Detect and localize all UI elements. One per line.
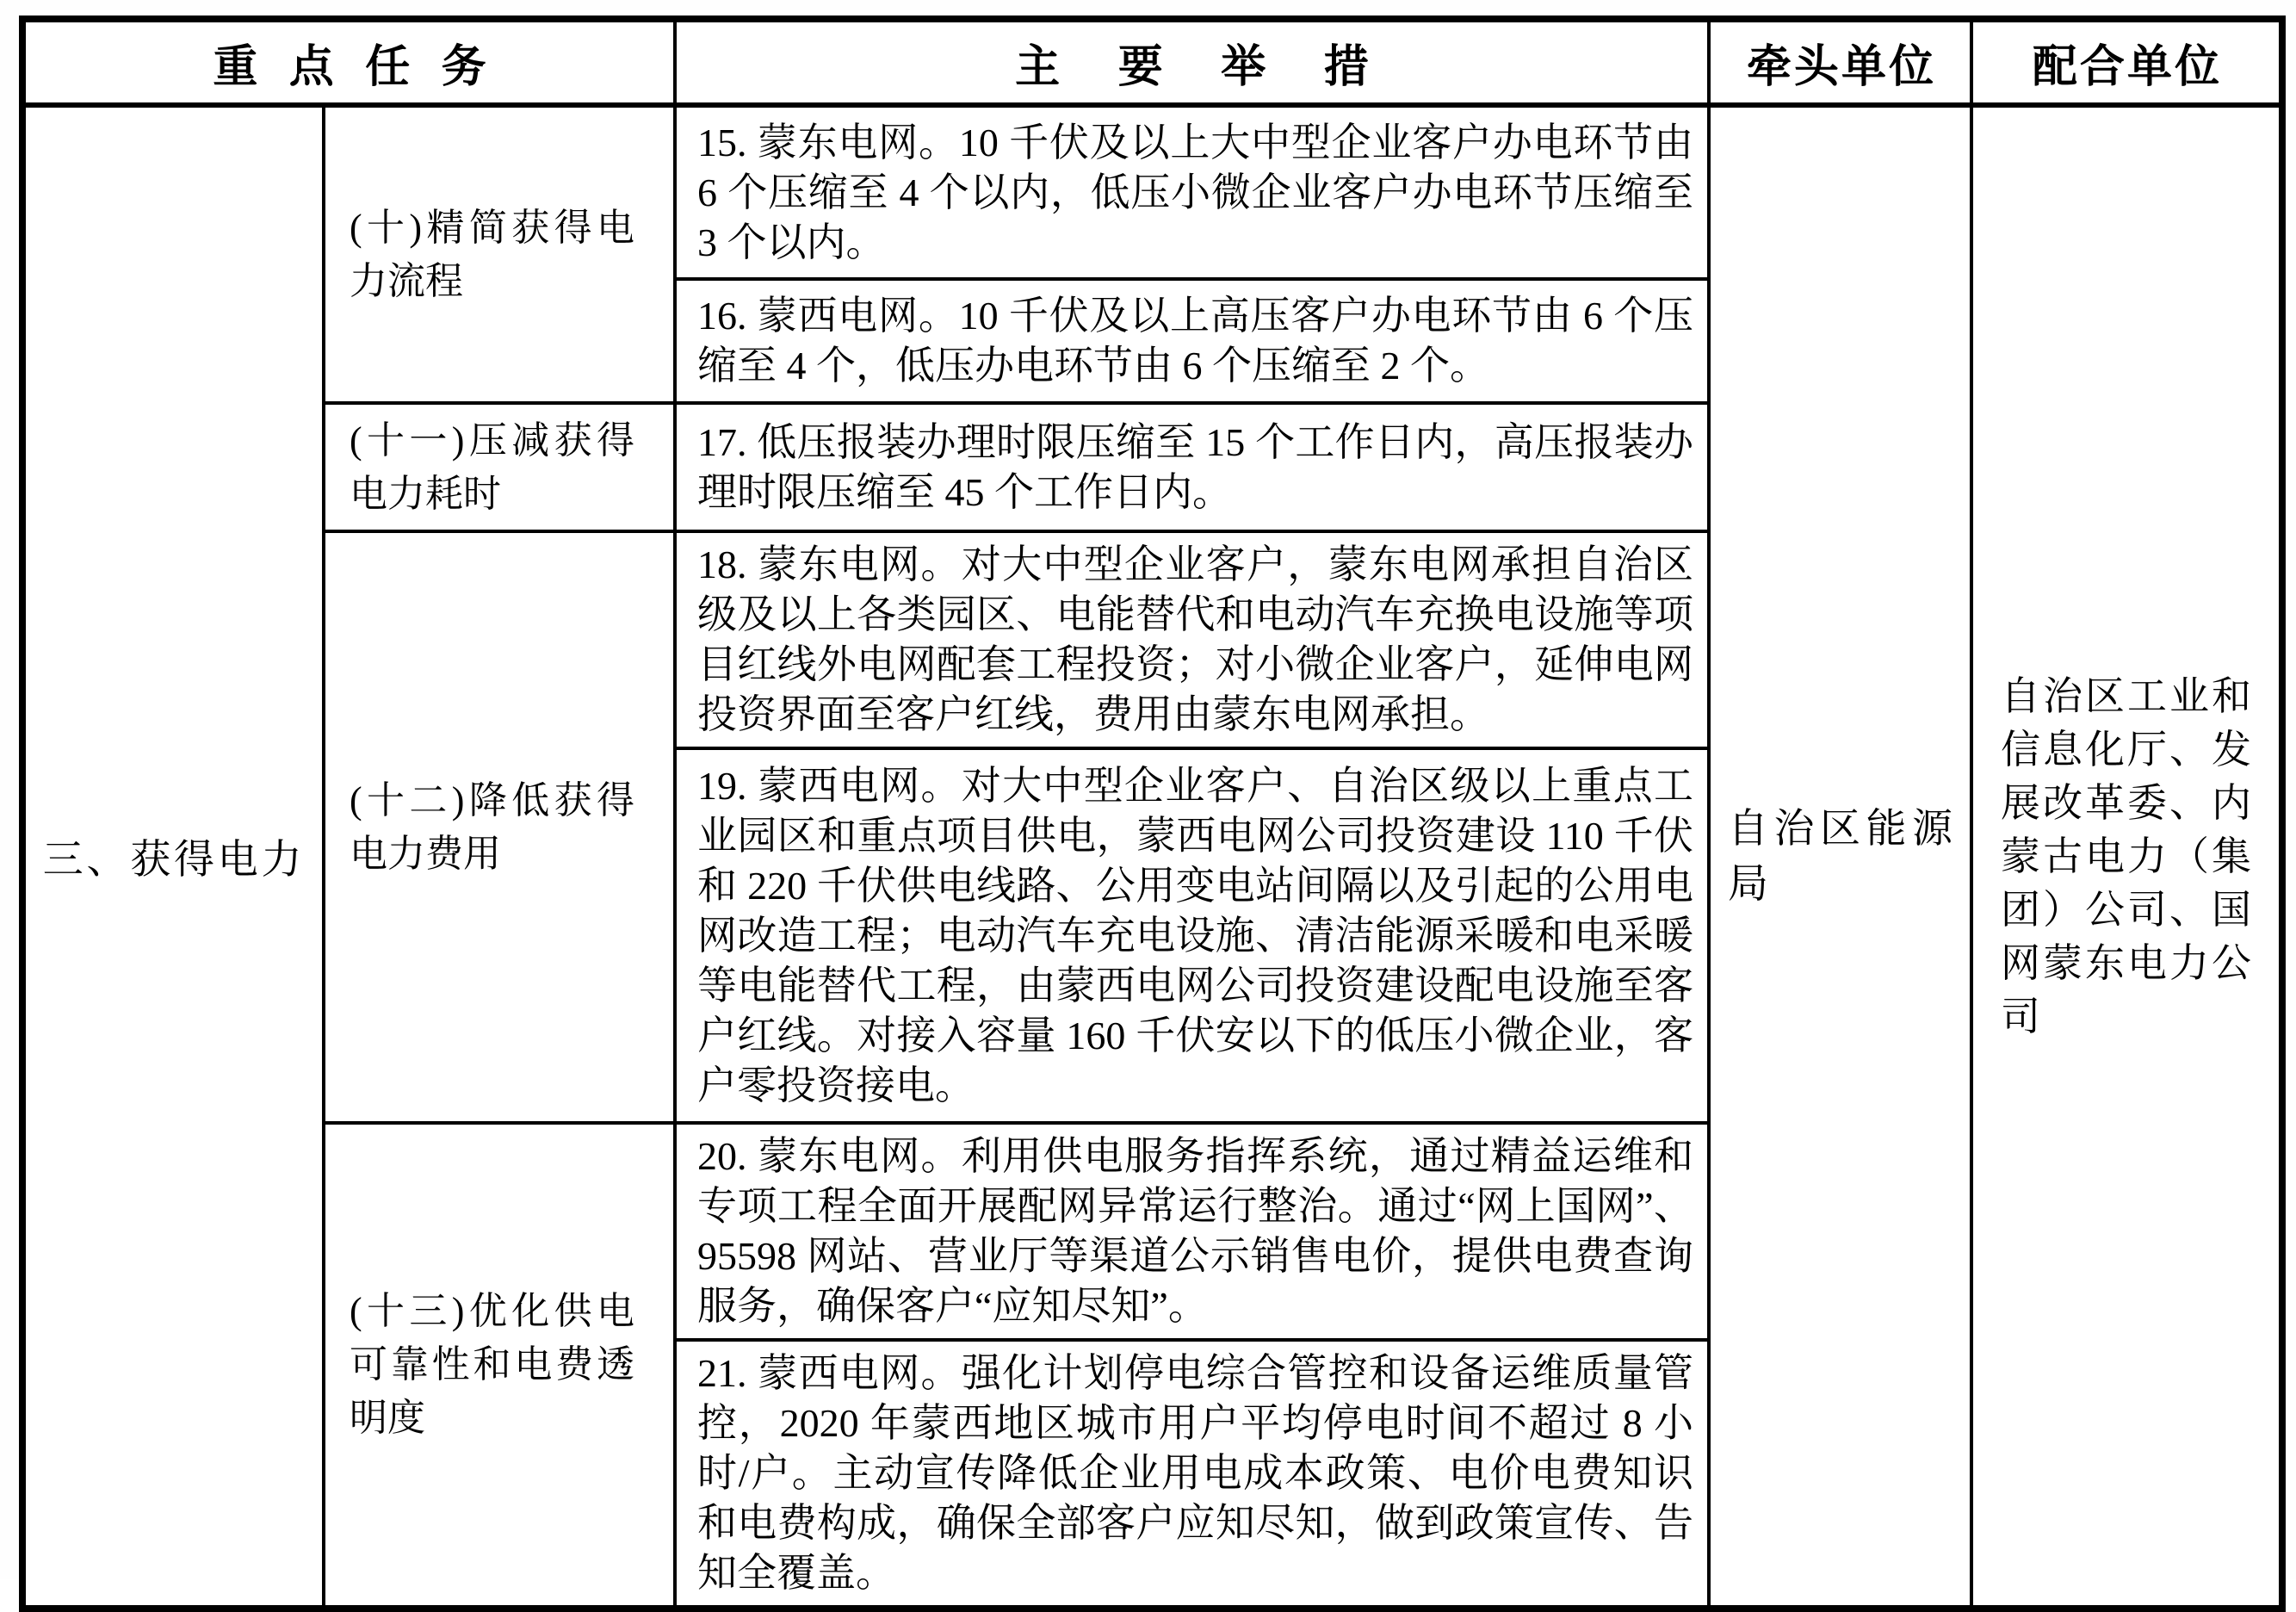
task-cell-12: [324, 531, 675, 1123]
coop-unit-cell: [1971, 105, 2282, 1609]
task-cell-10: [324, 105, 675, 403]
header-key-tasks-text: 重点任务: [213, 43, 517, 92]
task-cell-13: [324, 1123, 675, 1609]
task-label: (十)精简获得电力流程: [350, 206, 634, 302]
measure-text: 15. 蒙东电网。10 千伏及以上大中型企业客户办电环节由 6 个压缩至 4 个以内，低压小微企业客户办电环节压缩至 3 个以内。: [697, 120, 1693, 264]
measure-cell-18: [675, 531, 1709, 748]
measure-cell-19: [675, 748, 1709, 1123]
measure-text: 19. 蒙西电网。对大中型企业客户、自治区级以上重点工业园区和重点项目供电，蒙西电网公司投资建设 110 千伏和 220 千伏供电线路、公用变电站间隔以及引起的公用电网改造工程；电动汽车充电设施、清洁能源采暖和电采暖等电能替代工程，由蒙西电网公司投资建设配电设施至客户红线。对接入容量 160 千伏安以下的低压小微企业，客户零投资接电。: [697, 763, 1693, 1107]
header-lead-unit: [1709, 19, 1971, 105]
key-tasks-measures-table: [19, 16, 2286, 1612]
header-lead-unit-text: 牵头单位: [1746, 43, 1937, 92]
measure-cell-20: [675, 1123, 1709, 1340]
lead-unit-cell: [1709, 105, 1971, 1609]
measure-text: 20. 蒙东电网。利用供电服务指挥系统，通过精益运维和专项工程全面开展配网异常运行整治。通过“网上国网”、95598 网站、营业厅等渠道公示销售电价，提供电费查询服务，确保客户“应知尽知”。: [697, 1134, 1693, 1328]
header-key-tasks: [22, 19, 675, 105]
header-main-measures-text: 主要举措: [1015, 43, 1427, 92]
task-label: (十三)优化供电可靠性和电费透明度: [350, 1290, 634, 1439]
category-cell: [22, 105, 324, 1609]
measure-cell-21: [675, 1340, 1709, 1609]
measure-text: 21. 蒙西电网。强化计划停电综合管控和设备运维质量管控，2020 年蒙西地区城市用户平均停电时间不超过 8 小时/户。主动宣传降低企业用电成本政策、电价电费知识和电费构成，确保全部客户应知尽知，做到政策宣传、告知全覆盖。: [697, 1351, 1693, 1595]
coop-unit-text: 自治区工业和信息化厅、发展改革委、内蒙古电力（集团）公司、国网蒙东电力公司: [2001, 673, 2251, 1038]
table-header-row: [22, 19, 2282, 105]
task-label: (十一)压减获得电力耗时: [350, 418, 634, 515]
measure-text: 18. 蒙东电网。对大中型企业客户，蒙东电网承担自治区级及以上各类园区、电能替代和电动汽车充换电设施等项目红线外电网配套工程投资；对小微企业客户，延伸电网投资界面至客户红线，费用由蒙东电网承担。: [697, 542, 1693, 736]
measure-cell-15: [675, 105, 1709, 279]
measure-text: 17. 低压报装办理时限压缩至 15 个工作日内，高压报装办理时限压缩至 45 个工作日内。: [697, 419, 1693, 514]
header-coop-unit-text: 配合单位: [2032, 43, 2223, 92]
task-cell-11: [324, 403, 675, 531]
header-coop-unit: [1971, 19, 2282, 105]
measure-cell-16: [675, 279, 1709, 403]
category-label: 三、获得电力: [42, 838, 306, 883]
task-label: (十二)降低获得电力费用: [350, 778, 634, 875]
measure-text: 16. 蒙西电网。10 千伏及以上高压客户办电环节由 6 个压缩至 4 个，低压办电环节由 6 个压缩至 2 个。: [697, 294, 1694, 388]
header-main-measures: [675, 19, 1709, 105]
table-row: [22, 105, 2282, 279]
measure-cell-17: [675, 403, 1709, 531]
lead-unit-text: 自治区能源局: [1728, 806, 1953, 907]
